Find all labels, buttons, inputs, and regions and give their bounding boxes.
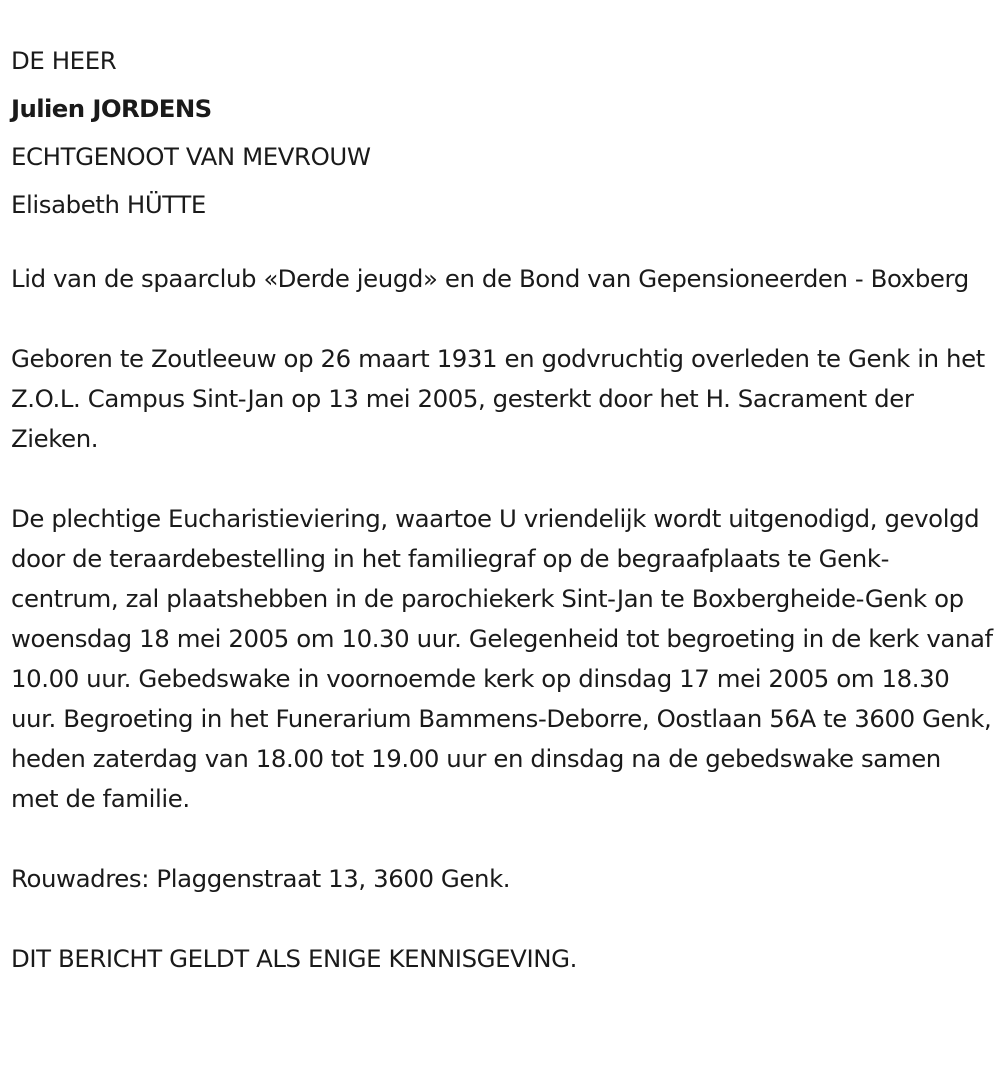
- membership-paragraph: Lid van de spaarclub «Derde jeugd» en de Bond van Gepensioneerden - Boxberg: [11, 264, 969, 293]
- birth-death-paragraph: Geboren te Zoutleeuw op 26 maart 1931 en godvruchtig overleden te Genk in het Z.O.L. Campus Sint-Jan op 13 mei 2005, gesterkt door het H. Sacrament der Zieken.: [11, 344, 985, 453]
- deceased-name: Julien JORDENS: [11, 94, 212, 123]
- ceremony-paragraph: De plechtige Eucharistieviering, waartoe U vriendelijk wordt uitgenodigd, gevolgd door de teraardebestelling in het familiegraf op de begraafplaats te Genk-centrum, zal plaatshebben in de parochiekerk Sint-Jan te Boxbergheide-Genk op woensdag 18 mei 2005 om 10.30 uur. Gelegenheid tot begroeting in de kerk vanaf 10.00 uur. Gebedswake in voornoemde kerk op dinsdag 17 mei 2005 om 18.30 uur. Begroeting in het Funerarium Bammens-Deborre, Oostlaan 56A te 3600 Genk, heden zaterdag van 18.00 tot 19.00 uur en dinsdag na de gebedswake samen met de familie.: [11, 504, 993, 813]
- death-notice: [11, 37, 993, 979]
- title-prefix: DE HEER: [11, 46, 117, 75]
- closing-statement: DIT BERICHT GELDT ALS ENIGE KENNISGEVING.: [11, 944, 577, 973]
- mourning-address: Rouwadres: Plaggenstraat 13, 3600 Genk.: [11, 864, 511, 893]
- relation-line: ECHTGENOOT VAN MEVROUW: [11, 142, 371, 171]
- spouse-name: Elisabeth HÜTTE: [11, 190, 206, 219]
